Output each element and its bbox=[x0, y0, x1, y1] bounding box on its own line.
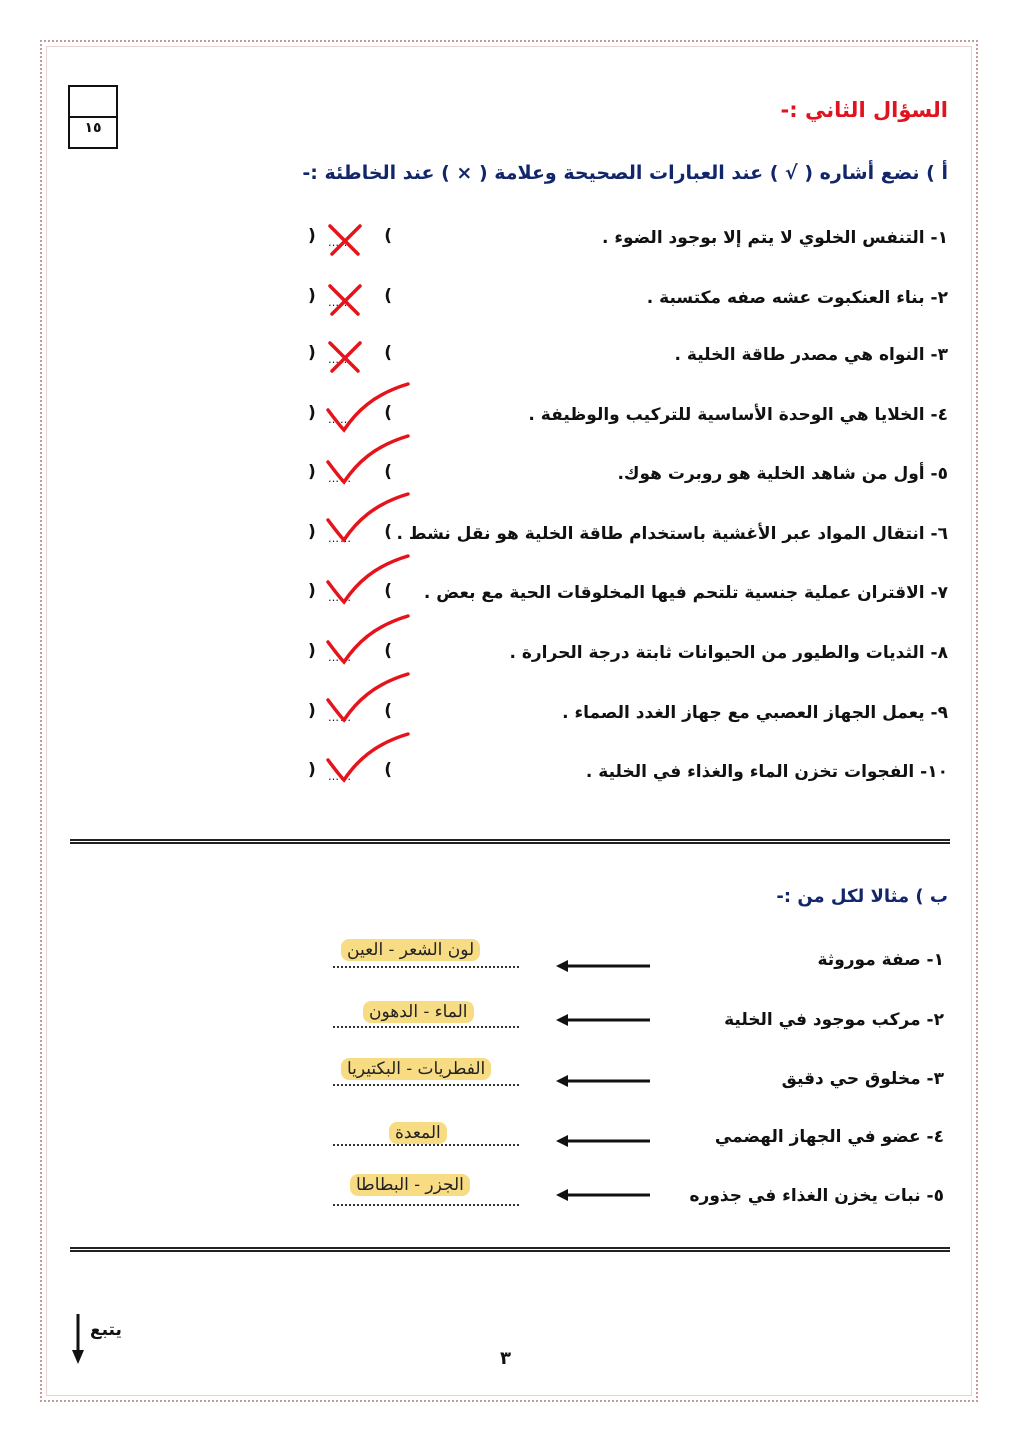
paren-open: ( bbox=[384, 641, 392, 661]
paren-open: ( bbox=[384, 701, 392, 721]
paren-open: ( bbox=[384, 403, 392, 423]
follow-label: يتبع bbox=[90, 1320, 122, 1340]
answer-line bbox=[333, 1144, 519, 1146]
section-divider bbox=[70, 1247, 950, 1252]
section-divider bbox=[70, 839, 950, 844]
paren-open: ( bbox=[384, 522, 392, 542]
answer-dots: …… bbox=[328, 651, 352, 664]
answer-dots: …… bbox=[328, 711, 352, 724]
paren-close: ) bbox=[308, 343, 316, 363]
paren-close: ) bbox=[308, 641, 316, 661]
answer-line bbox=[333, 1026, 519, 1028]
cross-mark-icon bbox=[322, 220, 368, 260]
statement-10: ١٠- الفجوات تخزن الماء والغذاء في الخلية . bbox=[585, 762, 948, 782]
score-box bbox=[68, 85, 118, 149]
example-label-2: ٢- مركب موجود في الخلية bbox=[724, 1010, 944, 1030]
check-mark-icon bbox=[322, 552, 412, 608]
statement-6: ٦- انتقال المواد عبر الأغشية باستخدام طاقة الخلية هو نقل نشط . bbox=[396, 524, 948, 544]
arrow-left-icon bbox=[556, 1073, 652, 1089]
paren-close: ) bbox=[308, 701, 316, 721]
arrow-left-icon bbox=[556, 1133, 652, 1149]
statement-9: ٩- يعمل الجهاز العصبي مع جهاز الغدد الصماء . bbox=[562, 703, 948, 723]
check-mark-icon bbox=[322, 490, 412, 546]
example-label-4: ٤- عضو في الجهاز الهضمي bbox=[714, 1127, 944, 1147]
score-value: ١٥ bbox=[84, 120, 102, 136]
answer-line bbox=[333, 1084, 519, 1086]
check-mark-icon bbox=[322, 432, 412, 488]
cross-mark-icon bbox=[322, 280, 368, 320]
statement-4: ٤- الخلايا هي الوحدة الأساسية للتركيب والوظيفة . bbox=[528, 405, 948, 425]
check-mark-icon bbox=[322, 730, 412, 786]
statement-3: ٣- النواه هي مصدر طاقة الخلية . bbox=[674, 345, 948, 365]
paren-open: ( bbox=[384, 581, 392, 601]
answer-dots: …… bbox=[328, 413, 352, 426]
check-mark-icon bbox=[322, 380, 412, 436]
example-answer-5: الجزر - البطاطا bbox=[350, 1174, 470, 1196]
arrow-down-icon bbox=[70, 1314, 86, 1364]
example-label-3: ٣- مخلوق حي دقيق bbox=[781, 1069, 944, 1089]
answer-line bbox=[333, 1204, 519, 1206]
paren-open: ( bbox=[384, 760, 392, 780]
example-answer-1: لون الشعر - العين bbox=[341, 939, 480, 961]
answer-dots: …… bbox=[328, 770, 352, 783]
example-answer-3: الفطريات - البكتيريا bbox=[341, 1058, 491, 1080]
answer-dots: …… bbox=[328, 472, 352, 485]
paren-close: ) bbox=[308, 226, 316, 246]
answer-dots: …… bbox=[328, 532, 352, 545]
statement-7: ٧- الاقتران عملية جنسية تلتحم فيها المخلوقات الحية مع بعض . bbox=[423, 583, 948, 603]
check-mark-icon bbox=[322, 612, 412, 668]
paren-open: ( bbox=[384, 462, 392, 482]
paren-open: ( bbox=[384, 226, 392, 246]
paren-close: ) bbox=[308, 286, 316, 306]
page-number: ٣ bbox=[500, 1348, 511, 1369]
statement-2: ٢- بناء العنكبوت عشه صفه مكتسبة . bbox=[646, 288, 948, 308]
paren-close: ) bbox=[308, 581, 316, 601]
example-label-1: ١- صفة موروثة bbox=[817, 950, 944, 970]
paren-open: ( bbox=[384, 343, 392, 363]
check-mark-icon bbox=[322, 670, 412, 726]
statement-1: ١- التنفس الخلوي لا يتم إلا بوجود الضوء . bbox=[601, 228, 948, 248]
arrow-left-icon bbox=[556, 1187, 652, 1203]
cross-mark-icon bbox=[322, 337, 368, 377]
answer-dots: …… bbox=[328, 296, 352, 309]
paren-close: ) bbox=[308, 760, 316, 780]
answer-dots: …… bbox=[328, 591, 352, 604]
statement-5: ٥- أول من شاهد الخلية هو روبرت هوك. bbox=[617, 464, 948, 484]
answer-dots: …… bbox=[328, 353, 352, 366]
example-label-5: ٥- نبات يخزن الغذاء في جذوره bbox=[689, 1186, 944, 1206]
paren-close: ) bbox=[308, 403, 316, 423]
arrow-left-icon bbox=[556, 958, 652, 974]
section-b-title: ب ) مثالا لكل من :- bbox=[776, 886, 948, 907]
example-answer-2: الماء - الدهون bbox=[363, 1001, 474, 1023]
paren-close: ) bbox=[308, 462, 316, 482]
paren-open: ( bbox=[384, 286, 392, 306]
answer-line bbox=[333, 966, 519, 968]
statement-8: ٨- الثديات والطيور من الحيوانات ثابتة درجة الحرارة . bbox=[509, 643, 948, 663]
score-divider bbox=[70, 116, 116, 118]
answer-dots: …… bbox=[328, 236, 352, 249]
arrow-left-icon bbox=[556, 1012, 652, 1028]
paren-close: ) bbox=[308, 522, 316, 542]
question-title: السؤال الثاني :- bbox=[780, 98, 948, 122]
example-answer-4: المعدة bbox=[389, 1122, 447, 1144]
instruction-text: أ ) نضع أشاره ( √ ) عند العبارات الصحيحة وعلامة ( × ) عند الخاطئة :- bbox=[302, 162, 948, 184]
